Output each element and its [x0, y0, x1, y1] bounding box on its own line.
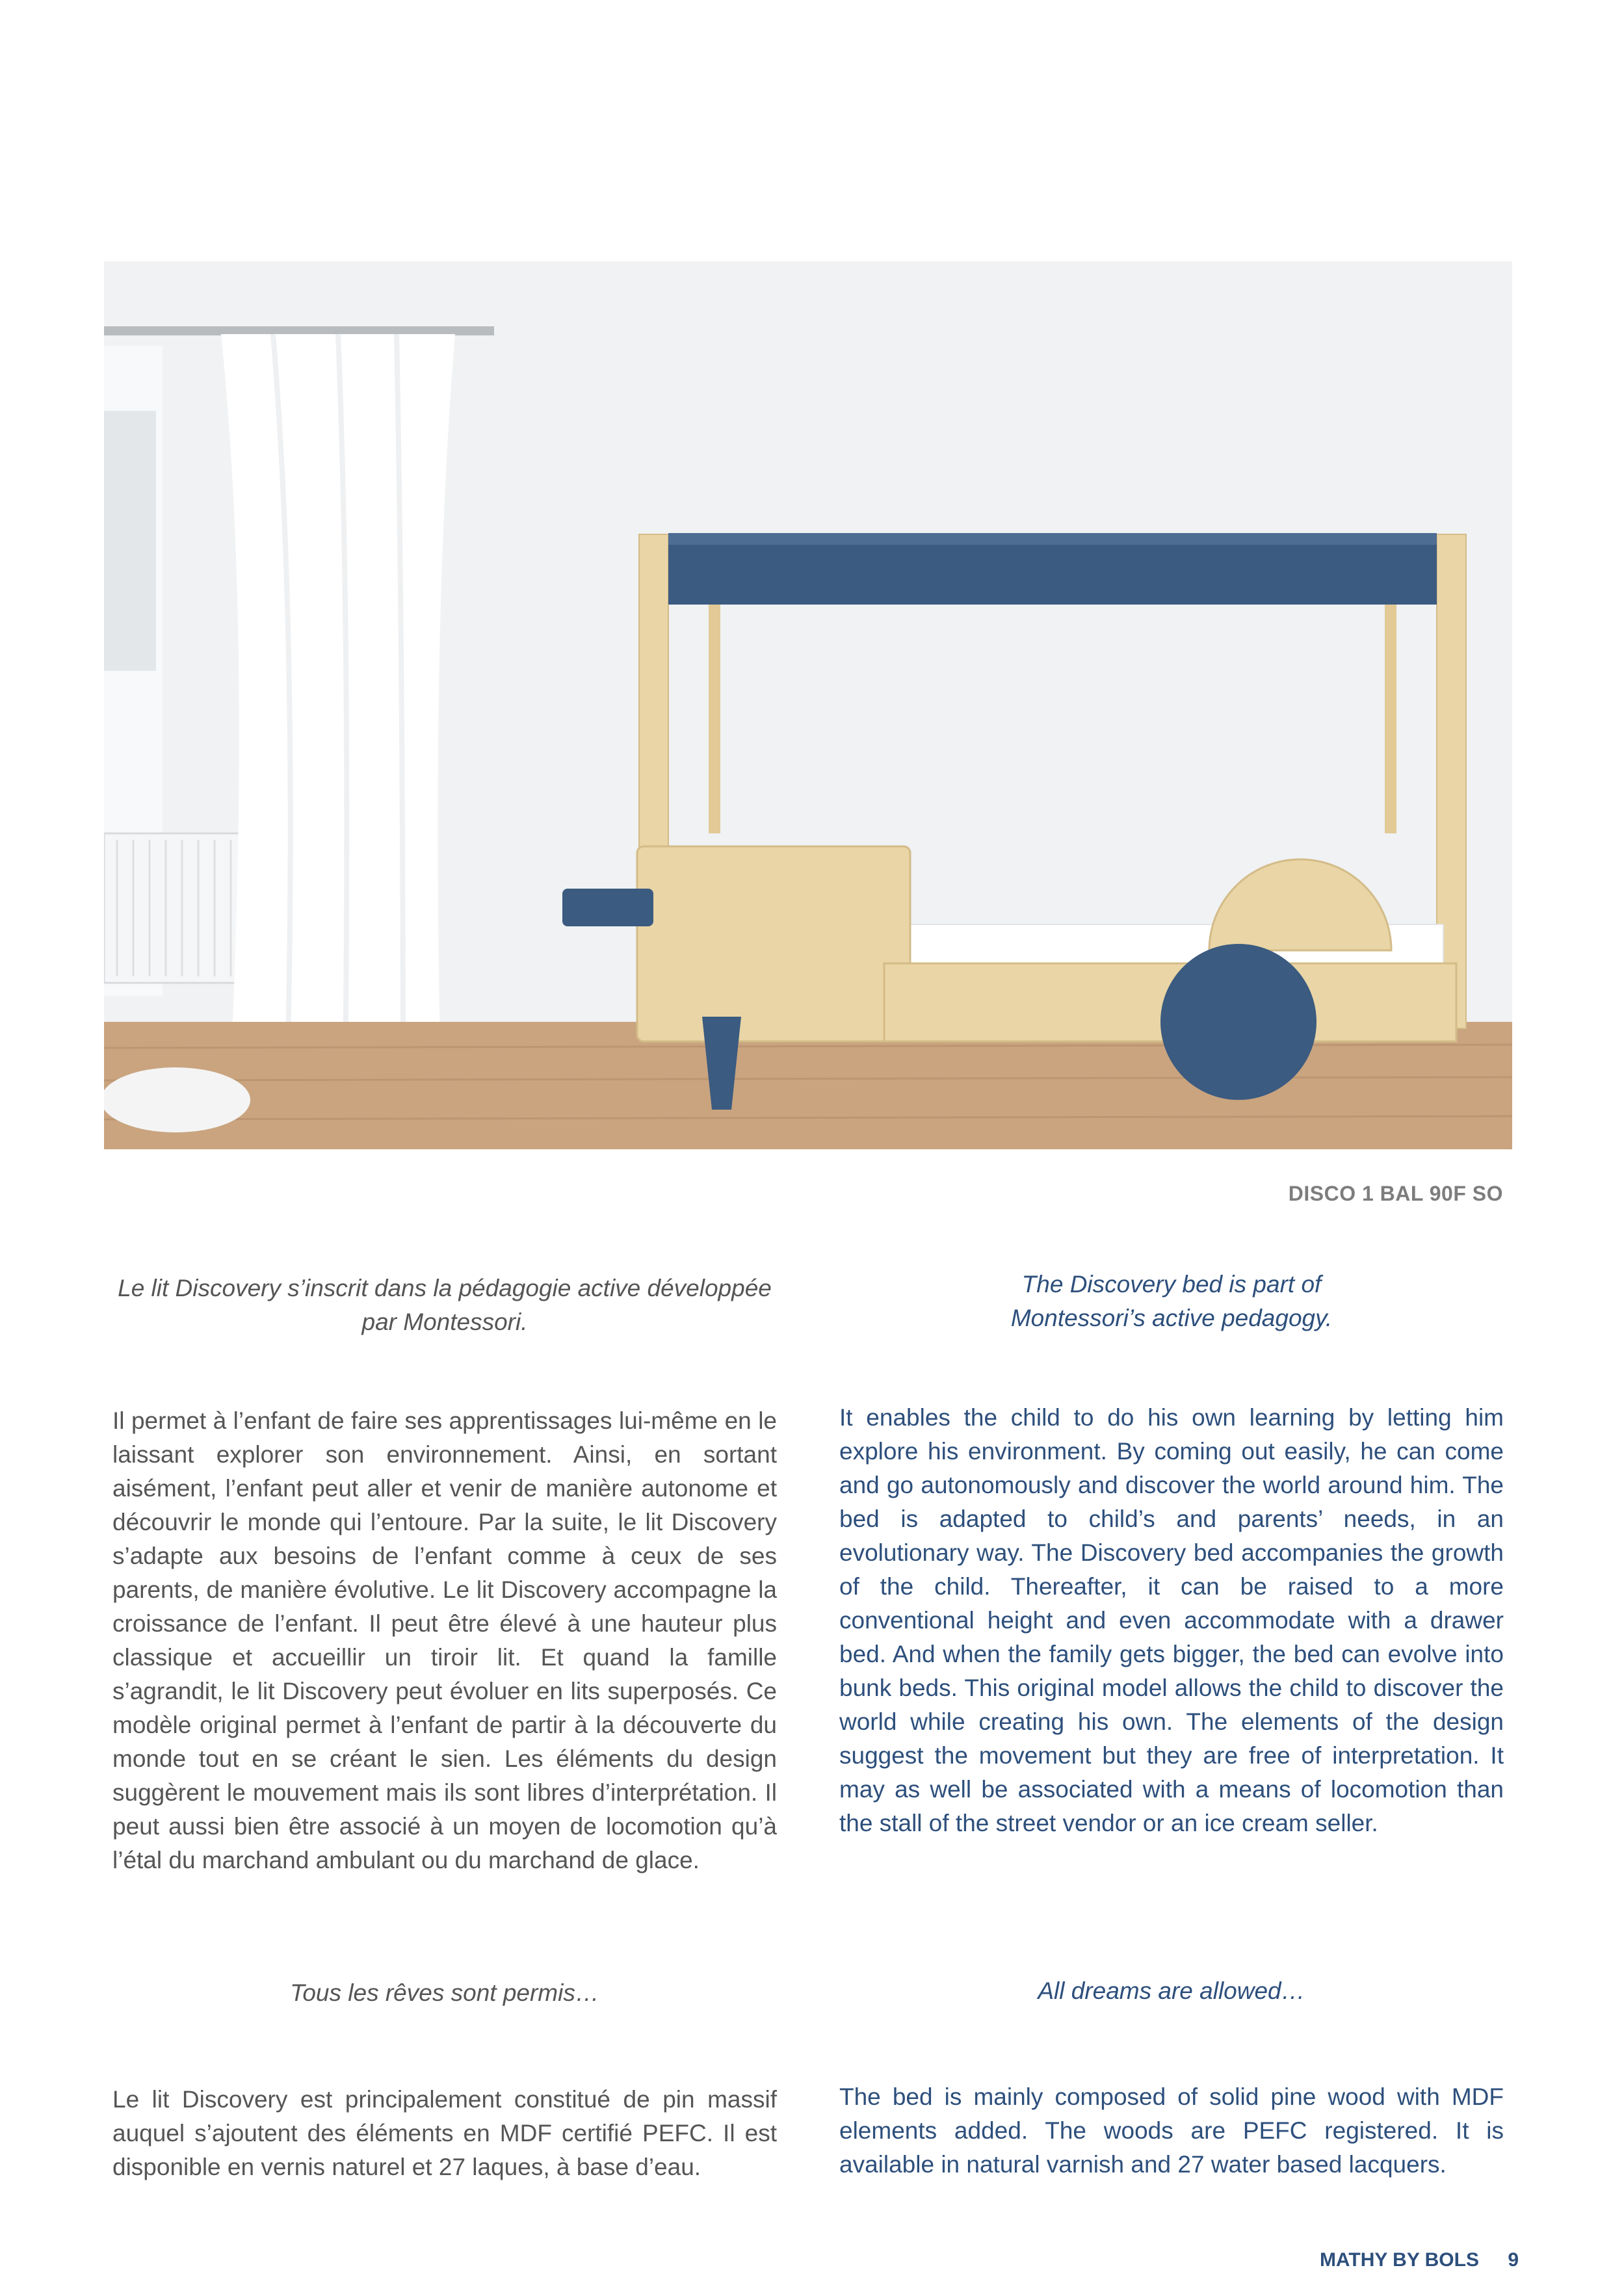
- page-number: 9: [1508, 2249, 1519, 2271]
- product-photo: [104, 261, 1512, 1149]
- page-footer: [1320, 2249, 1519, 2271]
- english-lead-line-2: Montessori’s active pedagogy.: [1010, 1305, 1333, 1331]
- footer-brand: MATHY BY BOLS: [1319, 2249, 1479, 2271]
- bed-illustration: [104, 261, 1512, 1149]
- french-paragraph-1: Il permet à l’enfant de faire ses apprentissages lui-même en le laissant explorer son environnement. Ainsi, en sortant aisément, l’enfant peut aller et venir de manière autonome et découvrir le monde qui l’entoure. Par la suite, le lit Discovery s’adapte aux besoins de l’enfant comme à ceux de ses parents, de manière évolutive. Le lit Discovery accompagne la croissance de l’enfant. Il peut être élevé à une hauteur plus classique et accueillir un tiroir lit. Et quand la famille s’agrandit, le lit Discovery peut évoluer en lits superposés. Ce modèle original permet à l’enfant de partir à la découverte du monde tout en se créant le sien. Les éléments du design suggèrent le mouvement mais ils sont libres d’interprétation. Il peut aussi bien être associé à un moyen de locomotion qu’à l’étal du marchand ambulant ou du marchand de glace.: [112, 1407, 777, 1873]
- english-subtitle: All dreams are allowed…: [1038, 1977, 1305, 2004]
- english-paragraph-1: It enables the child to do his own learning by letting him explore his environment. By coming out easily, he can come and go autonomously and discover the world around him. The bed is adapted to child’s and parents’ needs, in an evolutionary way. The Discovery bed accompanies the growth of the child. Thereafter, it can be raised to a more conventional height and even accommodate with a drawer bed. And when the family gets bigger, the bed can evolve into bunk beds. This original model allows the child to discover the world while creating his own. The elements of the design suggest the movement but they are free of interpretation. It may as well be associated with a means of locomotion than the stall of the street vendor or an ice cream seller.: [839, 1404, 1504, 1836]
- english-paragraph-2: The bed is mainly composed of solid pine wood with MDF elements added. The woods are PEFC registered. It is available in natural varnish and 27 water based lacquers.: [839, 2083, 1504, 2178]
- french-subtitle: Tous les rêves sont permis…: [290, 1979, 599, 2006]
- french-lead: Le lit Discovery s’inscrit dans la pédagogie active développée par Montessori.: [118, 1275, 772, 1335]
- product-code-caption: DISCO 1 BAL 90F SO: [1288, 1182, 1503, 1205]
- english-lead: [839, 1268, 1504, 1335]
- french-paragraph-2: Le lit Discovery est principalement constitué de pin massif auquel s’ajoutent des éléments en MDF certifié PEFC. Il est disponible en vernis naturel et 27 laques, à base d’eau.: [112, 2086, 777, 2180]
- english-lead-line-1: The Discovery bed is part of: [1021, 1271, 1322, 1298]
